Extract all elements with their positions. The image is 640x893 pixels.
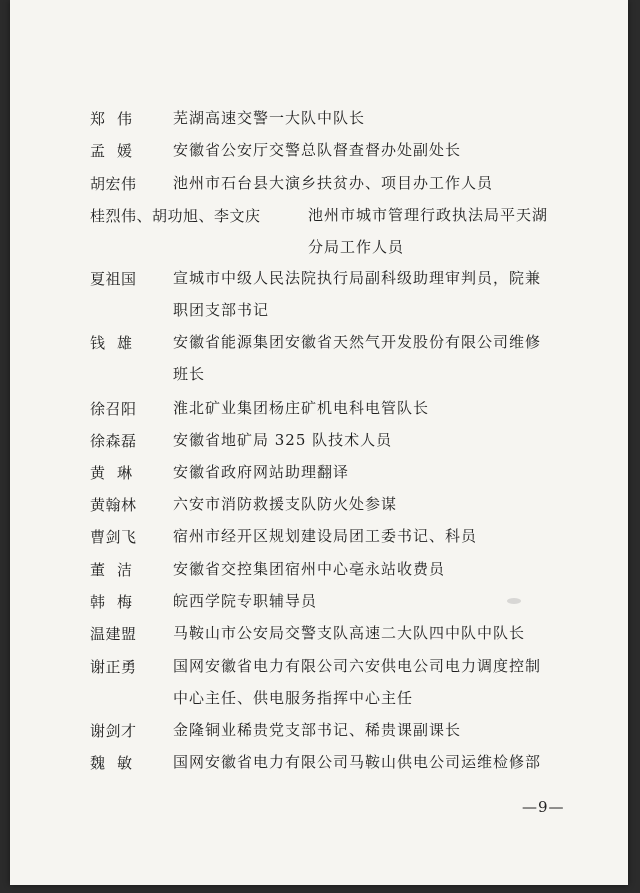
title-line: 六安市消防救援支队防火处参谋	[173, 495, 398, 513]
person-title	[173, 167, 573, 199]
person-name: 韩梅	[90, 593, 145, 611]
entry-row	[10, 134, 628, 166]
person-title	[173, 520, 573, 552]
person-title	[173, 617, 573, 649]
person-name: 胡宏伟	[90, 175, 137, 193]
title-line: 金隆铜业稀贵党支部书记、稀贵课副课长	[173, 721, 462, 739]
person-name: 黄琳	[90, 464, 145, 482]
title-line: 宣城市中级人民法院执行局副科级助理审判员，院兼	[173, 269, 542, 287]
person-title	[173, 102, 573, 134]
person-title	[173, 714, 573, 746]
person-name: 温建盟	[90, 625, 137, 643]
person-title	[173, 424, 573, 456]
title-line: 职团支部书记	[173, 301, 270, 319]
entry-row	[10, 488, 628, 520]
page-number: —9—	[522, 798, 565, 816]
entry-row	[10, 167, 628, 199]
title-line: 淮北矿业集团杨庄矿机电科电管队长	[173, 399, 430, 417]
entry-row	[10, 520, 628, 552]
person-name: 郑伟	[90, 110, 145, 128]
title-line: 中心主任、供电服务指挥中心主任	[173, 689, 414, 707]
person-title	[173, 456, 573, 488]
title-line: 皖西学院专职辅导员	[173, 592, 318, 610]
title-line: 安徽省政府网站助理翻译	[173, 463, 350, 481]
person-name: 桂烈伟、胡功旭、李文庆	[90, 207, 261, 225]
person-title	[173, 134, 573, 166]
title-line: 安徽省地矿局 325 队技术人员	[173, 431, 393, 449]
title-line: 宿州市经开区规划建设局团工委书记、科员	[173, 527, 478, 545]
person-title	[308, 199, 588, 263]
person-title	[173, 746, 573, 778]
ink-smudge	[507, 598, 521, 604]
person-name: 钱雄	[90, 334, 145, 352]
entry-row	[10, 553, 628, 585]
person-title	[173, 392, 573, 424]
entry-row	[10, 199, 628, 263]
entry-row	[10, 650, 628, 714]
entry-row	[10, 392, 628, 424]
person-name: 曹剑飞	[90, 528, 137, 546]
person-name: 谢剑才	[90, 722, 137, 740]
title-line: 国网安徽省电力有限公司六安供电公司电力调度控制	[173, 657, 542, 675]
entry-row	[10, 326, 628, 390]
person-title	[173, 553, 573, 585]
title-line: 池州市城市管理行政执法局平天湖	[308, 206, 549, 224]
title-line: 安徽省能源集团安徽省天然气开发股份有限公司维修	[173, 333, 542, 351]
person-name: 谢正勇	[90, 658, 137, 676]
entry-row	[10, 102, 628, 134]
title-line: 分局工作人员	[308, 238, 405, 256]
person-title	[173, 326, 573, 390]
entry-row	[10, 714, 628, 746]
entry-row	[10, 746, 628, 778]
person-title	[173, 650, 573, 714]
title-line: 马鞍山市公安局交警支队高速二大队四中队中队长	[173, 624, 526, 642]
person-name: 徐森磊	[90, 432, 137, 450]
title-line: 池州市石台县大演乡扶贫办、项目办工作人员	[173, 174, 494, 192]
person-name: 徐召阳	[90, 400, 137, 418]
person-title	[173, 262, 573, 326]
title-line: 班长	[173, 365, 206, 383]
title-line: 芜湖高速交警一大队中队长	[173, 109, 366, 127]
entry-row	[10, 585, 628, 617]
person-name: 孟媛	[90, 142, 145, 160]
person-title	[173, 488, 573, 520]
person-name: 黄翰林	[90, 496, 137, 514]
title-line: 安徽省公安厅交警总队督查督办处副处长	[173, 141, 462, 159]
title-line: 国网安徽省电力有限公司马鞍山供电公司运维检修部	[173, 753, 542, 771]
person-name: 夏祖国	[90, 270, 137, 288]
person-name: 魏敏	[90, 754, 145, 772]
entry-row	[10, 456, 628, 488]
document-page	[10, 0, 628, 885]
entry-row	[10, 424, 628, 456]
entry-row	[10, 262, 628, 326]
person-name: 董洁	[90, 561, 145, 579]
title-line: 安徽省交控集团宿州中心亳永站收费员	[173, 560, 446, 578]
entry-row	[10, 617, 628, 649]
